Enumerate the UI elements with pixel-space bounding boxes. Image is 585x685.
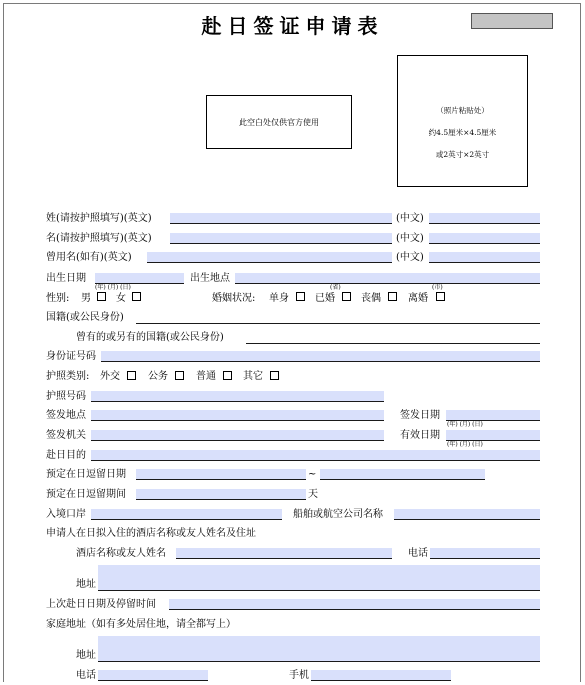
widowed-label: 丧偶 xyxy=(361,293,381,304)
diplomatic-checkbox[interactable] xyxy=(127,371,136,380)
ordinary-label: 普通 xyxy=(196,371,216,382)
surname-label: 姓(请按护照填写)(英文) xyxy=(46,213,152,224)
former-name-label: 曾用名(如有)(英文) xyxy=(46,252,132,263)
widowed-checkbox[interactable] xyxy=(388,292,397,301)
hotel-heading: 申请人在日拟入住的酒店名称或友人姓名及住址 xyxy=(46,528,256,539)
female-checkbox[interactable] xyxy=(132,292,141,301)
male-checkbox[interactable] xyxy=(97,292,106,301)
married-label: 已婚 xyxy=(315,293,335,304)
issue-place-label: 签发地点 xyxy=(46,410,86,421)
photo-line-2: 约4.5厘米×4.5厘米 xyxy=(428,128,497,137)
former-name-cn-field[interactable] xyxy=(429,252,540,263)
diplomatic-label: 外交 xyxy=(100,371,120,382)
nationality-label: 国籍(或公民身份) xyxy=(46,312,124,323)
stay-period-days: 天 xyxy=(308,489,318,500)
other-checkbox[interactable] xyxy=(270,371,279,380)
hotel-name-label: 酒店名称或友人姓名 xyxy=(76,548,166,559)
purpose-field[interactable] xyxy=(91,450,540,461)
entry-port-field[interactable] xyxy=(91,509,282,520)
ship-airline-field[interactable] xyxy=(394,509,540,520)
id-number-field[interactable] xyxy=(101,351,540,362)
mobile-field[interactable] xyxy=(311,670,451,681)
stay-period-field[interactable] xyxy=(136,489,306,500)
other-label: 其它 xyxy=(243,371,263,382)
ship-airline-label: 船舶或航空公司名称 xyxy=(293,509,383,520)
given-name-label: 名(请按护照填写)(英文) xyxy=(46,233,152,244)
home-address-field[interactable] xyxy=(98,636,540,662)
surname-en-field[interactable] xyxy=(170,213,392,224)
last-visit-field[interactable] xyxy=(169,599,540,610)
issuing-authority-label: 签发机关 xyxy=(46,430,86,441)
pob-field[interactable] xyxy=(235,273,540,284)
pob-province-hint: (省) xyxy=(330,284,341,291)
header-grey-box xyxy=(471,13,553,29)
stay-date-to-field[interactable] xyxy=(320,469,485,480)
pob-city-hint: (市) xyxy=(432,284,443,291)
hotel-address-field[interactable] xyxy=(98,565,540,591)
given-name-cn-field[interactable] xyxy=(429,233,540,244)
hotel-phone-label: 电话 xyxy=(408,548,428,559)
home-phone-label: 电话 xyxy=(76,670,96,681)
dob-field[interactable] xyxy=(95,273,184,284)
photo-line-1: （照片粘贴处） xyxy=(436,106,489,115)
given-name-en-field[interactable] xyxy=(170,233,392,244)
passport-type-label: 护照类别: xyxy=(46,371,90,382)
stay-date-from-field[interactable] xyxy=(136,469,306,480)
last-visit-label: 上次赴日日期及停留时间 xyxy=(46,599,156,610)
single-checkbox[interactable] xyxy=(296,292,305,301)
passport-number-field[interactable] xyxy=(91,391,384,402)
female-label: 女 xyxy=(116,293,126,304)
official-use-box xyxy=(206,95,352,149)
issuing-authority-field[interactable] xyxy=(91,430,384,441)
expiry-hint: (年) (月) (日) xyxy=(447,441,483,448)
issue-date-label: 签发日期 xyxy=(400,410,440,421)
stay-date-label: 预定在日逗留日期 xyxy=(46,469,126,480)
stay-period-label: 预定在日逗留期间 xyxy=(46,489,126,500)
form-title: 赴日签证申请表 xyxy=(201,14,384,38)
issue-date-field[interactable] xyxy=(446,410,540,421)
pob-label: 出生地点 xyxy=(190,273,230,284)
former-nationality-label: 曾有的或另有的国籍(或公民身份) xyxy=(76,332,224,343)
expiry-label: 有效日期 xyxy=(400,430,440,441)
nationality-line[interactable] xyxy=(136,323,540,324)
former-nationality-line[interactable] xyxy=(246,343,540,344)
issue-date-hint: (年) (月) (日) xyxy=(447,421,483,428)
dob-hint: (年) (月) (日) xyxy=(95,284,131,291)
surname-cn-field[interactable] xyxy=(429,213,540,224)
divorced-label: 离婚 xyxy=(408,293,428,304)
male-label: 男 xyxy=(81,293,91,304)
ordinary-checkbox[interactable] xyxy=(223,371,232,380)
home-phone-field[interactable] xyxy=(98,670,208,681)
expiry-field[interactable] xyxy=(446,430,540,441)
photo-box xyxy=(397,55,528,187)
official-use-text: 此空白处仅供官方使用 xyxy=(239,117,319,127)
divorced-checkbox[interactable] xyxy=(436,292,445,301)
married-checkbox[interactable] xyxy=(342,292,351,301)
official-label: 公务 xyxy=(148,371,168,382)
id-number-label: 身份证号码 xyxy=(46,351,96,362)
photo-line-3: 或2英寸×2英寸 xyxy=(435,150,490,159)
purpose-label: 赴日目的 xyxy=(46,450,86,461)
entry-port-label: 入境口岸 xyxy=(46,509,86,520)
hotel-address-label: 地址 xyxy=(76,579,96,590)
home-address-sub-label: 地址 xyxy=(76,650,96,661)
given-name-cn-label: (中文) xyxy=(396,233,424,244)
former-name-cn-label: (中文) xyxy=(396,252,424,263)
surname-cn-label: (中文) xyxy=(396,213,424,224)
marital-label: 婚姻状况: xyxy=(212,293,256,304)
sex-label: 性别: xyxy=(46,293,70,304)
passport-number-label: 护照号码 xyxy=(46,391,86,402)
stay-date-tilde: ~ xyxy=(308,469,317,480)
hotel-name-field[interactable] xyxy=(176,548,392,559)
hotel-phone-field[interactable] xyxy=(430,548,540,559)
official-checkbox[interactable] xyxy=(175,371,184,380)
issue-place-field[interactable] xyxy=(91,410,384,421)
dob-label: 出生日期 xyxy=(46,273,86,284)
mobile-label: 手机 xyxy=(289,670,309,681)
single-label: 单身 xyxy=(269,293,289,304)
former-name-en-field[interactable] xyxy=(147,252,392,263)
home-address-label: 家庭地址（如有多处居住地，请全都写上） xyxy=(46,619,236,630)
